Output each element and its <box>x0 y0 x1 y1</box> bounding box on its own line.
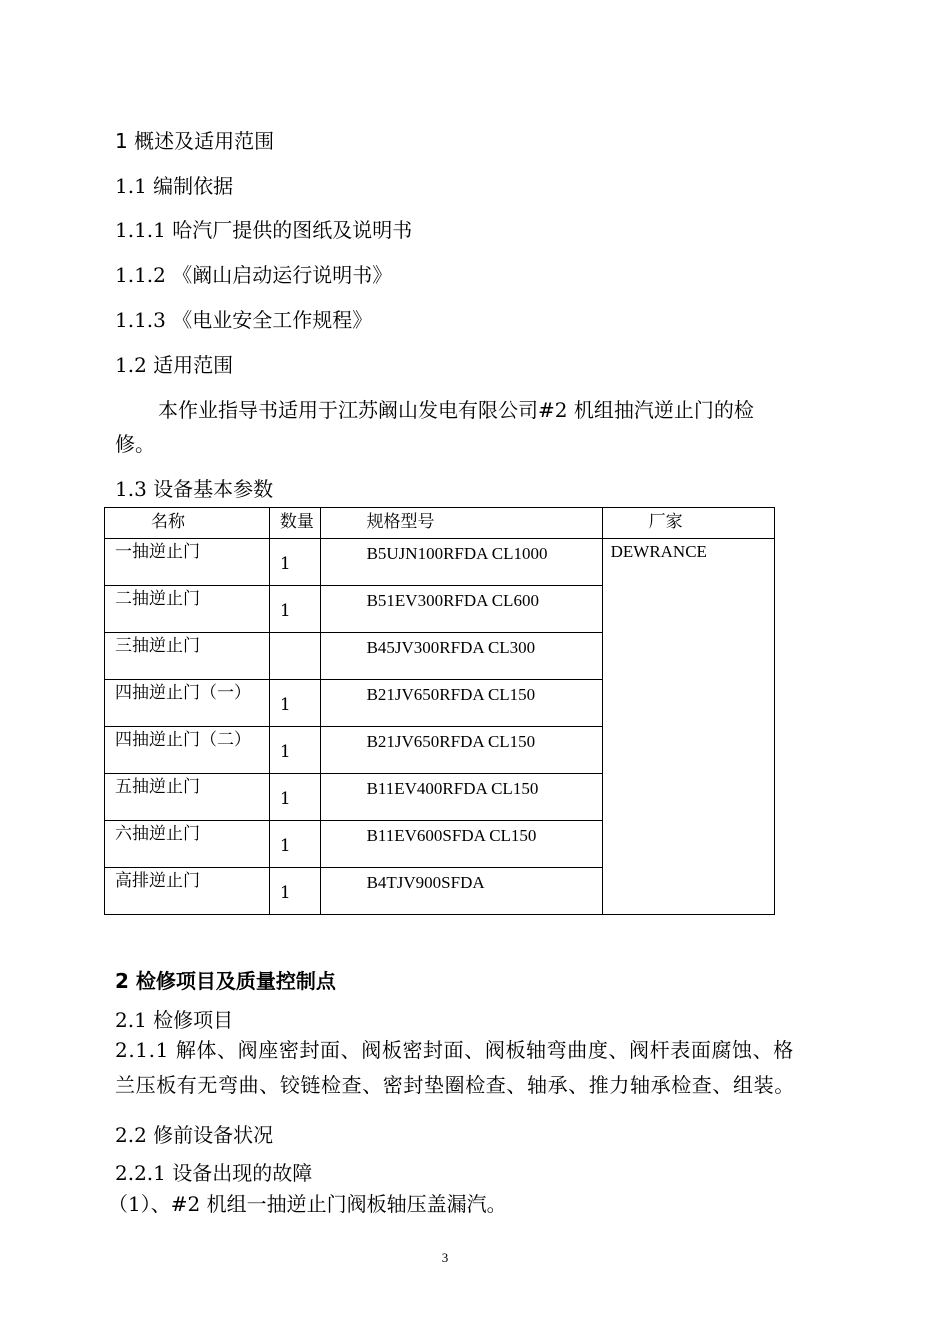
cell-qty <box>280 633 320 645</box>
header-spec: 规格型号 <box>320 508 602 539</box>
cell-qty: 1 <box>279 554 291 574</box>
header-qty: 数量 <box>269 508 320 539</box>
table-header-row <box>105 508 775 539</box>
page-number: 3 <box>441 1250 449 1265</box>
section-2-title: 2 检修项目及质量控制点 <box>115 969 336 993</box>
section-2-2-heading: 2.2 修前设备状况 <box>115 1123 274 1147</box>
cell-name: 六抽逆止门 <box>105 821 270 868</box>
equipment-parameters-table <box>104 507 775 915</box>
cell-name: 五抽逆止门 <box>105 774 270 821</box>
cell-name: 四抽逆止门（一） <box>105 680 270 727</box>
section-1-title: 1 概述及适用范围 <box>115 129 275 153</box>
section-2-1-1-line2: 兰压板有无弯曲、铰链检查、密封垫圈检查、轴承、推力轴承检查、组装。 <box>115 1073 795 1097</box>
cell-spec: B11EV600SFDA CL150 <box>366 826 537 845</box>
section-2-1-1-line1: 2.1.1 解体、阀座密封面、阀板密封面、阀板轴弯曲度、阀杆表面腐蚀、格 <box>115 1038 794 1062</box>
section-1-1-3: 1.1.3 《电业安全工作规程》 <box>115 308 373 332</box>
section-1-1-heading: 1.1 编制依据 <box>115 174 234 198</box>
cell-name: 高排逆止门 <box>105 868 270 915</box>
cell-name: 四抽逆止门（二） <box>105 727 270 774</box>
section-1-2-body-line1: 本作业指导书适用于江苏阚山发电有限公司#2 机组抽汽逆止门的检 <box>158 398 754 422</box>
cell-spec: B4TJV900SFDA <box>366 873 485 892</box>
cell-name: 三抽逆止门 <box>105 633 270 680</box>
section-2-2-1-heading: 2.2.1 设备出现的故障 <box>115 1161 313 1185</box>
header-manufacturer: 厂家 <box>602 508 774 539</box>
cell-qty: 1 <box>279 601 291 621</box>
cell-name: 二抽逆止门 <box>105 586 270 633</box>
cell-qty: 1 <box>279 836 291 856</box>
section-2-1-heading: 2.1 检修项目 <box>115 1008 234 1032</box>
cell-spec: B21JV650RFDA CL150 <box>366 732 536 751</box>
cell-spec: B51EV300RFDA CL600 <box>366 591 539 610</box>
cell-spec: B11EV400RFDA CL150 <box>366 779 539 798</box>
cell-qty: 1 <box>279 789 291 809</box>
table-row <box>105 539 775 586</box>
cell-qty: 1 <box>279 695 291 715</box>
section-2-2-1-item1: （1）、#2 机组一抽逆止门阀板轴压盖漏汽。 <box>108 1192 507 1216</box>
cell-name: 一抽逆止门 <box>105 539 270 586</box>
header-name: 名称 <box>105 508 270 539</box>
section-1-1-1: 1.1.1 哈汽厂提供的图纸及说明书 <box>115 218 413 242</box>
cell-spec: B5UJN100RFDA CL1000 <box>366 544 548 563</box>
cell-manufacturer: DEWRANCE <box>610 542 707 561</box>
cell-spec: B45JV300RFDA CL300 <box>366 638 536 657</box>
cell-qty: 1 <box>279 742 291 762</box>
cell-spec: B21JV650RFDA CL150 <box>366 685 536 704</box>
section-1-2-heading: 1.2 适用范围 <box>115 353 234 377</box>
section-1-2-body-line2: 修。 <box>115 432 155 456</box>
section-1-3-heading: 1.3 设备基本参数 <box>115 477 274 501</box>
cell-qty: 1 <box>279 883 291 903</box>
section-1-1-2: 1.1.2 《阚山启动运行说明书》 <box>115 263 393 287</box>
